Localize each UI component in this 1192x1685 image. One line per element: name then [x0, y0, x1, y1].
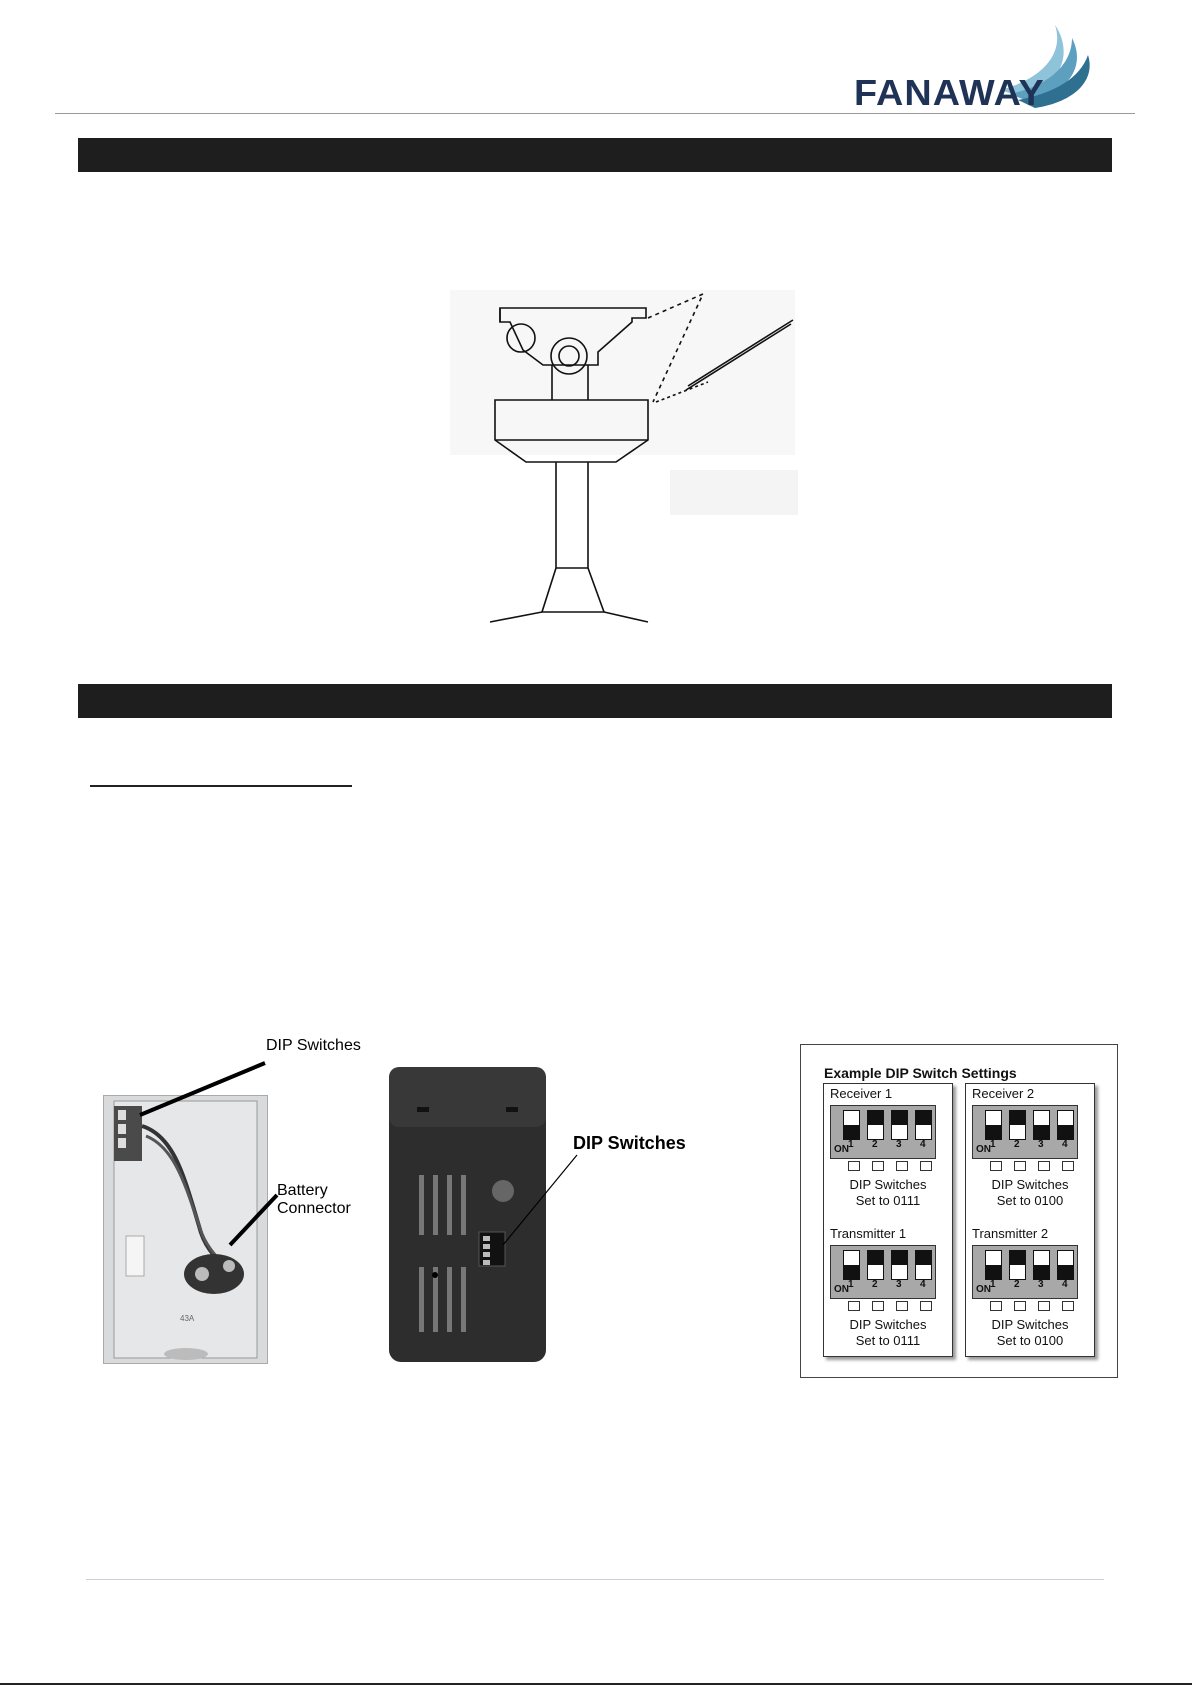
- dip-pin: [896, 1301, 908, 1311]
- dip-switches-label-1: DIP Switches: [266, 1037, 361, 1054]
- dip-switch-2: [1009, 1250, 1026, 1280]
- dip-pin: [872, 1161, 884, 1171]
- dip-switch-block: [972, 1105, 1078, 1159]
- dip-pin: [920, 1161, 932, 1171]
- section-bar-2: [78, 684, 1112, 718]
- dip-setting: Set to 0111: [855, 1333, 921, 1348]
- dip-on-label: ON: [976, 1144, 991, 1155]
- dip-switch-3: [1033, 1250, 1050, 1280]
- fan-mount-diagram: [448, 290, 798, 635]
- dip-device-label: Receiver 1: [830, 1086, 893, 1101]
- dip-switch-1: [843, 1110, 860, 1140]
- dip-switch-number: 2: [872, 1139, 878, 1150]
- dip-switch-block: [830, 1245, 936, 1299]
- dip-switch-number: 2: [872, 1279, 878, 1290]
- dip-switch-2: [1009, 1110, 1026, 1140]
- dip-device-label: Receiver 2: [972, 1086, 1035, 1101]
- dip-switch-block: [830, 1105, 936, 1159]
- dip-switch-2: [867, 1250, 884, 1280]
- dip-switch-2: [867, 1110, 884, 1140]
- dip-switch-number: 4: [920, 1279, 926, 1290]
- dip-setting: Set to 0100: [996, 1333, 1064, 1348]
- heading-underline: [90, 785, 352, 787]
- dip-switch-number: 3: [1038, 1139, 1044, 1150]
- brand-name: FANAWAY: [854, 72, 1045, 113]
- dip-switch-block: [972, 1245, 1078, 1299]
- dip-pin: [896, 1161, 908, 1171]
- dip-pin: [848, 1161, 860, 1171]
- dip-switch-number: 1: [848, 1139, 854, 1150]
- dip-pin: [920, 1301, 932, 1311]
- dip-switch-number: 4: [1062, 1139, 1068, 1150]
- dip-pins: [834, 1301, 934, 1311]
- dip-caption: DIP Switches: [991, 1177, 1069, 1192]
- dip-switch-number: 2: [1014, 1279, 1020, 1290]
- dip-example-panel: [800, 1044, 1118, 1378]
- dip-switch-number: 1: [990, 1279, 996, 1290]
- dip-pin: [1062, 1161, 1074, 1171]
- dip-pins: [834, 1161, 934, 1171]
- dip-switch-4: [1057, 1250, 1074, 1280]
- dip-pin: [1014, 1161, 1026, 1171]
- dip-pins: [976, 1301, 1076, 1311]
- dip-switch-3: [891, 1250, 908, 1280]
- dip-caption: DIP Switches: [849, 1317, 927, 1332]
- dip-pin: [1014, 1301, 1026, 1311]
- header-rule: [55, 113, 1135, 114]
- dip-caption: DIP Switches: [991, 1317, 1069, 1332]
- dip-device-label: Transmitter 1: [830, 1226, 907, 1241]
- dip-switch-1: [985, 1250, 1002, 1280]
- dip-example-title: Example DIP Switch Settings: [824, 1065, 1017, 1081]
- dip-setting: Set to 0111: [855, 1193, 921, 1208]
- dip-pins: [976, 1161, 1076, 1171]
- svg-text:43A: 43A: [180, 1314, 195, 1323]
- dip-switch-number: 3: [896, 1279, 902, 1290]
- dip-on-label: ON: [834, 1144, 849, 1155]
- dip-switch-number: 3: [896, 1139, 902, 1150]
- dip-on-label: ON: [834, 1284, 849, 1295]
- dip-switch-number: 1: [848, 1279, 854, 1290]
- dip-switch-4: [915, 1250, 932, 1280]
- dip-card-1: [823, 1083, 953, 1357]
- dip-pin: [1062, 1301, 1074, 1311]
- dip-setting: Set to 0100: [996, 1193, 1064, 1208]
- dip-caption: DIP Switches: [849, 1177, 927, 1192]
- label-pointer-lines: [135, 1055, 415, 1255]
- dip-switch-1: [843, 1250, 860, 1280]
- remote-pointer-line: [495, 1150, 595, 1250]
- dip-switch-4: [1057, 1110, 1074, 1140]
- dip-pin: [848, 1301, 860, 1311]
- dip-pin: [990, 1161, 1002, 1171]
- dip-pin: [1038, 1301, 1050, 1311]
- dip-switches-label-2: DIP Switches: [573, 1133, 686, 1153]
- dip-pin: [872, 1301, 884, 1311]
- battery-connector-label: Battery Connector: [277, 1182, 351, 1217]
- dip-switch-number: 4: [1062, 1279, 1068, 1290]
- dip-switch-3: [891, 1110, 908, 1140]
- dip-switch-number: 4: [920, 1139, 926, 1150]
- dip-switch-number: 1: [990, 1139, 996, 1150]
- brand-logo: [850, 20, 1100, 113]
- dip-switch-4: [915, 1110, 932, 1140]
- dip-switch-3: [1033, 1110, 1050, 1140]
- dip-device-label: Transmitter 2: [972, 1226, 1049, 1241]
- section-bar-1: [78, 138, 1112, 172]
- dip-switch-1: [985, 1110, 1002, 1140]
- dip-on-label: ON: [976, 1284, 991, 1295]
- dip-switch-number: 2: [1014, 1139, 1020, 1150]
- footer-rule: [86, 1579, 1104, 1580]
- dip-card-2: [965, 1083, 1095, 1357]
- dip-switch-number: 3: [1038, 1279, 1044, 1290]
- dip-pin: [990, 1301, 1002, 1311]
- fan-mount-drawing: [448, 290, 798, 635]
- dip-pin: [1038, 1161, 1050, 1171]
